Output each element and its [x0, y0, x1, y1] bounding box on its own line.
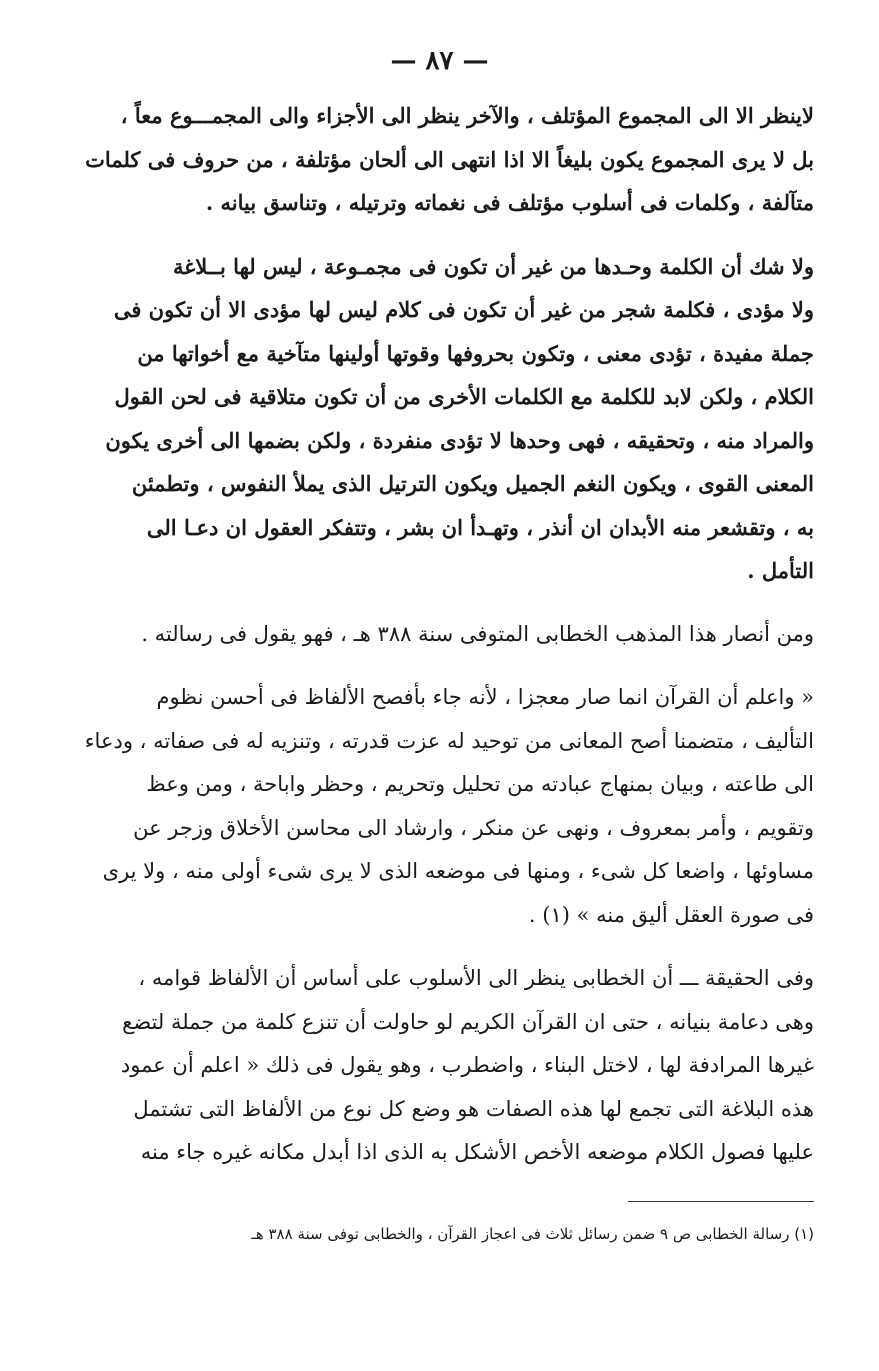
- paragraph-3: [62, 613, 814, 657]
- text-line: وتقويم ، وأمر بمعروف ، ونهى عن منكر ، وارشاد الى محاسن الأخلاق وزجر عن: [133, 815, 814, 840]
- text-line: غيرها المرادفة لها ، لاختل البناء ، واضطرب ، وهو يقول فى ذلك « اعلم أن عمود: [120, 1053, 814, 1077]
- text-line: ولا مؤدى ، فكلمة شجر من غير أن تكون فى كلام ليس لها مؤدى الا أن تكون فى: [113, 297, 814, 322]
- page-number: — ٨٧ —: [390, 46, 489, 76]
- text-line: فى صورة العقل أليق منه » (١) .: [528, 902, 814, 927]
- text-line: « واعلم أن القرآن انما صار معجزا ، لأنه جاء بأفصح الألفاظ فى أحسن نظوم: [156, 685, 814, 709]
- text-line: جملة مفيدة ، تؤدى معنى ، وتكون بحروفها وقوتها أولينها متآخية مع أخواتها من: [137, 340, 814, 366]
- text-line: الكلام ، ولكن لابد للكلمة مع الكلمات الأخرى من أن تكون متلاقية فى لحن القول: [114, 384, 814, 409]
- paragraph-gap: [62, 225, 814, 245]
- paragraph-2: [62, 245, 814, 593]
- text-line: المعنى القوى ، ويكون النغم الجميل ويكون الترتيل الذى يملأ النفوس ، وتطمئن: [131, 471, 814, 496]
- text-line: متآلفة ، وكلمات فى أسلوب مؤتلف فى نغماته وترتيله ، وتناسق بيانه .: [205, 190, 814, 215]
- paragraph-gap: [62, 593, 814, 613]
- text-line: الى طاعته ، وبيان بمنهاج عبادته من تحليل وتحريم ، وحظر واباحة ، ومن وعظ: [146, 772, 814, 796]
- footnote-divider: [628, 1201, 814, 1202]
- text-line: وهى دعامة بنيانه ، حتى ان القرآن الكريم لو حاولت أن تنزع كلمة من جملة لتضع: [122, 1009, 814, 1034]
- paragraph-5: [62, 957, 814, 1175]
- footnote: (١) رسالة الخطابى ص ٩ ضمن رسائل ثلاث فى اعجاز القرآن ، والخطابى توفى سنة ٣٨٨ هـ: [251, 1225, 814, 1243]
- text-line: لاينظر الا الى المجموع المؤتلف ، والآخر ينظر الى الأجزاء والى المجمـــوع معاً ،: [120, 103, 814, 128]
- paragraph-gap: [62, 937, 814, 957]
- text-line: وفى الحقيقة ـــ أن الخطابى ينظر الى الأسلوب على أساس أن الألفاظ قوامه ،: [138, 966, 814, 990]
- text-line: ومن أنصار هذا المذهب الخطابى المتوفى سنة ٣٨٨ هـ ، فهو يقول فى رسالته .: [141, 621, 814, 646]
- text-line: ولا شك أن الكلمة وحـدها من غير أن تكون فى مجمـوعة ، ليس لها بــلاغة: [172, 253, 814, 279]
- paragraph-1: [62, 94, 814, 225]
- text-line: التأمل .: [747, 558, 814, 583]
- text-line: مساوئها ، واضعا كل شىء ، ومنها فى موضعه الذى لا يرى شىء أولى منه ، ولا يرى: [102, 859, 814, 883]
- page-body: [62, 94, 814, 1175]
- text-line: هذه البلاغة التى تجمع لها هذه الصفات هو وضع كل نوع من الألفاظ التى تشتمل: [133, 1096, 814, 1121]
- paragraph-gap: [62, 656, 814, 676]
- text-line: والمراد منه ، وتحقيقه ، فهى وحدها لا تؤدى منفردة ، ولكن بضمها الى أخرى يكون: [105, 427, 814, 453]
- text-line: التأليف ، متضمنا أصح المعانى من توحيد له عزت قدرته ، وتنزيه له فى صفاته ، ودعاء: [84, 728, 814, 753]
- quotation-paragraph: [62, 676, 814, 937]
- text-line: عليها فصول الكلام موضعه الأخص الأشكل به الذى اذا أبدل مكانه غيره جاء منه: [140, 1140, 814, 1164]
- text-line: به ، وتقشعر منه الأبدان ان أنذر ، وتهـدأ ان بشر ، وتتفكر العقول ان دعـا الى: [146, 514, 814, 540]
- text-line: بل لا يرى المجموع يكون بليغاً الا اذا انتهى الى ألحان مؤتلفة ، من حروف فى كلمات: [85, 146, 814, 172]
